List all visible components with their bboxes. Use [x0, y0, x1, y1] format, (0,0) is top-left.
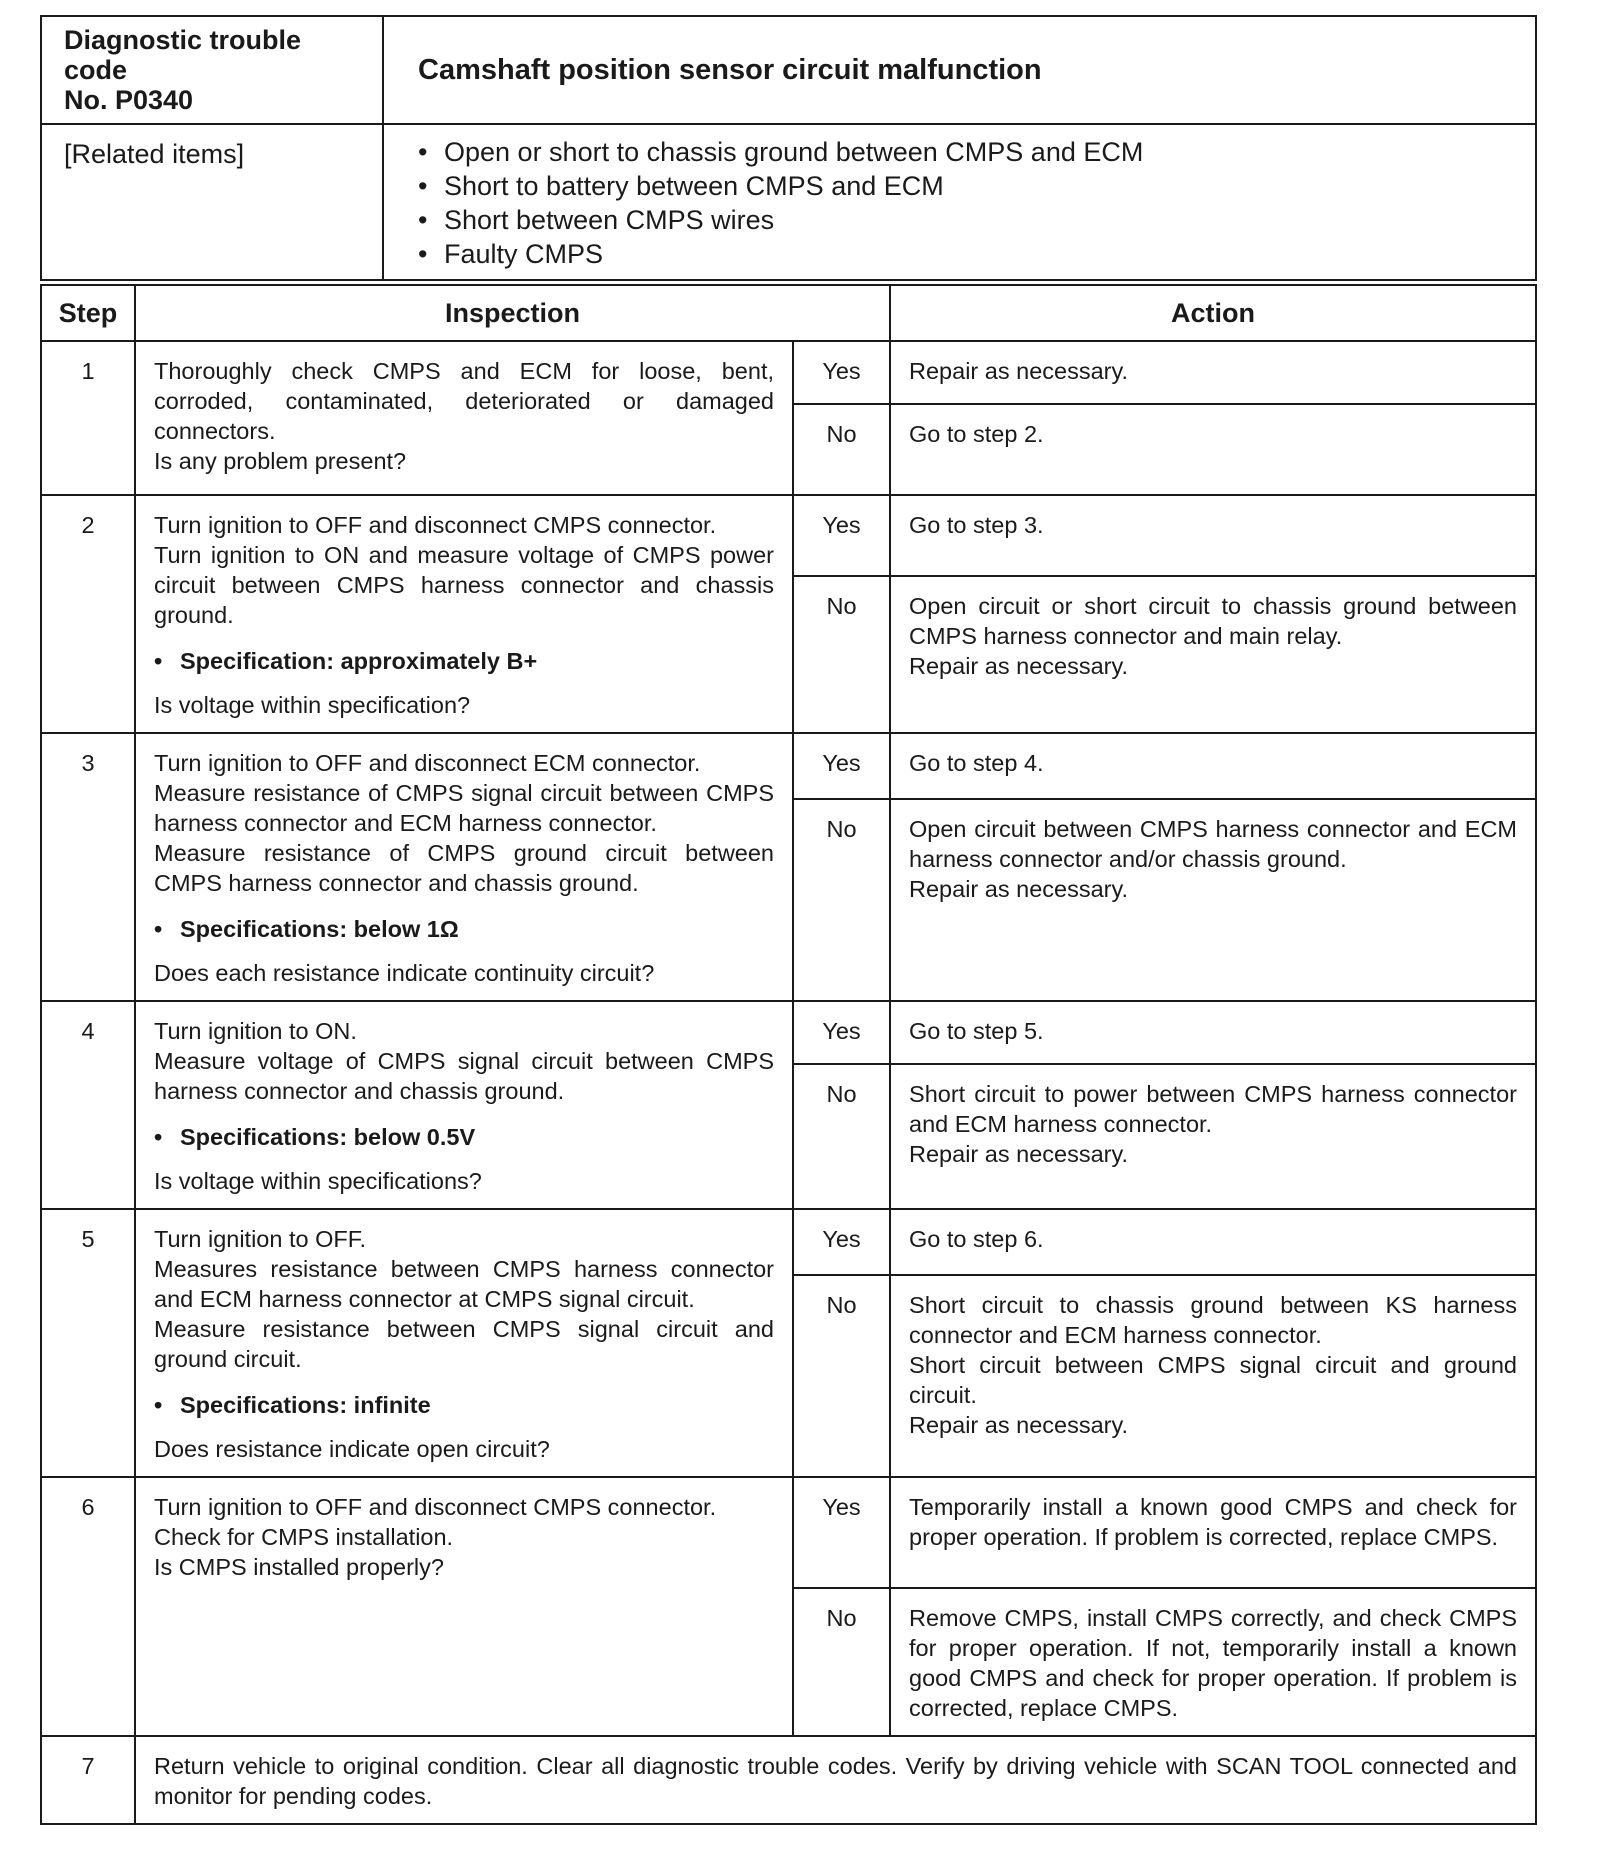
no-action: Open circuit between CMPS harness connector and ECM harness connector and/or chassis ground. Repair as necessary. [890, 799, 1536, 1001]
related-items-list [418, 133, 1513, 271]
inspection-text: Turn ignition to OFF. Measures resistance between CMPS harness connector and ECM harness connector at CMPS signal circuit. Measure resistance between CMPS signal circuit and ground circuit. [154, 1226, 774, 1372]
inspection-text: Turn ignition to OFF and disconnect CMPS connector. Turn ignition to ON and measure voltage of CMPS power circuit between CMPS harness connector and chassis ground. [154, 512, 774, 628]
step-row-final [41, 1736, 1536, 1824]
step-number: 2 [41, 495, 135, 733]
related-item: • Short between CMPS wires [418, 203, 1513, 237]
inspection-cell [135, 1209, 793, 1477]
step-number: 6 [41, 1477, 135, 1736]
step-row-yes [41, 1001, 1536, 1064]
specification: • Specifications: infinite [154, 1390, 774, 1420]
step-row-yes [41, 495, 1536, 576]
inspection-cell [135, 1001, 793, 1209]
yes-label: Yes [793, 1209, 890, 1275]
yes-action: Repair as necessary. [890, 341, 1536, 404]
no-action: Go to step 2. [890, 404, 1536, 495]
inspection-text: Turn ignition to OFF and disconnect ECM connector. Measure resistance of CMPS signal circuit between CMPS harness connector and ECM harness connector. Measure resistance of CMPS ground circuit between CMPS harness connector and chassis ground. [154, 750, 774, 896]
yes-label: Yes [793, 1477, 890, 1588]
step-number: 5 [41, 1209, 135, 1477]
yes-label: Yes [793, 733, 890, 799]
no-action: Open circuit or short circuit to chassis ground between CMPS harness connector and main relay. Repair as necessary. [890, 576, 1536, 733]
specification: • Specifications: below 1Ω [154, 914, 774, 944]
step-number: 1 [41, 341, 135, 495]
inspection-cell [135, 733, 793, 1001]
inspection-text: Turn ignition to ON. Measure voltage of CMPS signal circuit between CMPS harness connector and chassis ground. [154, 1018, 774, 1104]
related-item: • Faulty CMPS [418, 237, 1513, 271]
col-header-step: Step [41, 285, 135, 341]
step-row-yes [41, 1209, 1536, 1275]
no-action: Remove CMPS, install CMPS correctly, and check CMPS for proper operation. If not, temporarily install a known good CMPS and check for proper operation. If problem is corrected, replace CMPS. [890, 1588, 1536, 1736]
no-label: No [793, 1588, 890, 1736]
related-items-label: [Related items] [41, 124, 383, 280]
inspection-text: Turn ignition to OFF and disconnect CMPS connector. Check for CMPS installation. [154, 1494, 717, 1550]
no-action: Short circuit to power between CMPS harness connector and ECM harness connector. Repair as necessary. [890, 1064, 1536, 1209]
step-number: 3 [41, 733, 135, 1001]
related-item: • Short to battery between CMPS and ECM [418, 169, 1513, 203]
inspection-question: Does each resistance indicate continuity circuit? [154, 960, 655, 986]
related-items-cell [383, 124, 1536, 280]
yes-action: Go to step 5. [890, 1001, 1536, 1064]
inspection-cell [135, 1477, 793, 1736]
step-row-yes [41, 1477, 1536, 1588]
specification: • Specifications: below 0.5V [154, 1122, 774, 1152]
dtc-header-table [40, 15, 1537, 281]
no-label: No [793, 404, 890, 495]
no-label: No [793, 576, 890, 733]
no-action: Short circuit to chassis ground between KS harness connector and ECM harness connector. Short circuit between CMPS signal circuit and ground circuit. Repair as necessary. [890, 1275, 1536, 1477]
step-row-yes [41, 341, 1536, 404]
table-header-row [41, 285, 1536, 341]
col-header-inspection: Inspection [135, 285, 890, 341]
yes-action: Temporarily install a known good CMPS and check for proper operation. If problem is corrected, replace CMPS. [890, 1477, 1536, 1588]
dtc-title: Camshaft position sensor circuit malfunction [383, 16, 1536, 124]
inspection-question: Is CMPS installed properly? [154, 1554, 444, 1580]
final-step-text: Return vehicle to original condition. Clear all diagnostic trouble codes. Verify by driving vehicle with SCAN TOOL connected and monitor for pending codes. [135, 1736, 1536, 1824]
no-label: No [793, 799, 890, 1001]
no-label: No [793, 1275, 890, 1477]
specification: • Specification: approximately B+ [154, 646, 774, 676]
inspection-cell [135, 495, 793, 733]
inspection-question: Is any problem present? [154, 448, 407, 474]
step-row-yes [41, 733, 1536, 799]
col-header-action: Action [890, 285, 1536, 341]
yes-action: Go to step 4. [890, 733, 1536, 799]
dtc-code-label: Diagnostic trouble code No. P0340 [41, 16, 383, 124]
diagnostic-steps-table [40, 284, 1537, 1825]
inspection-text: Thoroughly check CMPS and ECM for loose, bent, corroded, contaminated, deteriorated or damaged connectors. [154, 358, 774, 444]
inspection-question: Is voltage within specification? [154, 692, 471, 718]
steps-body [41, 341, 1536, 1736]
step-number: 7 [41, 1736, 135, 1824]
yes-label: Yes [793, 341, 890, 404]
inspection-question: Does resistance indicate open circuit? [154, 1436, 550, 1462]
no-label: No [793, 1064, 890, 1209]
yes-action: Go to step 6. [890, 1209, 1536, 1275]
yes-label: Yes [793, 495, 890, 576]
inspection-cell [135, 341, 793, 495]
step-number: 4 [41, 1001, 135, 1209]
yes-action: Go to step 3. [890, 495, 1536, 576]
inspection-question: Is voltage within specifications? [154, 1168, 482, 1194]
yes-label: Yes [793, 1001, 890, 1064]
related-item: • Open or short to chassis ground between CMPS and ECM [418, 135, 1513, 169]
